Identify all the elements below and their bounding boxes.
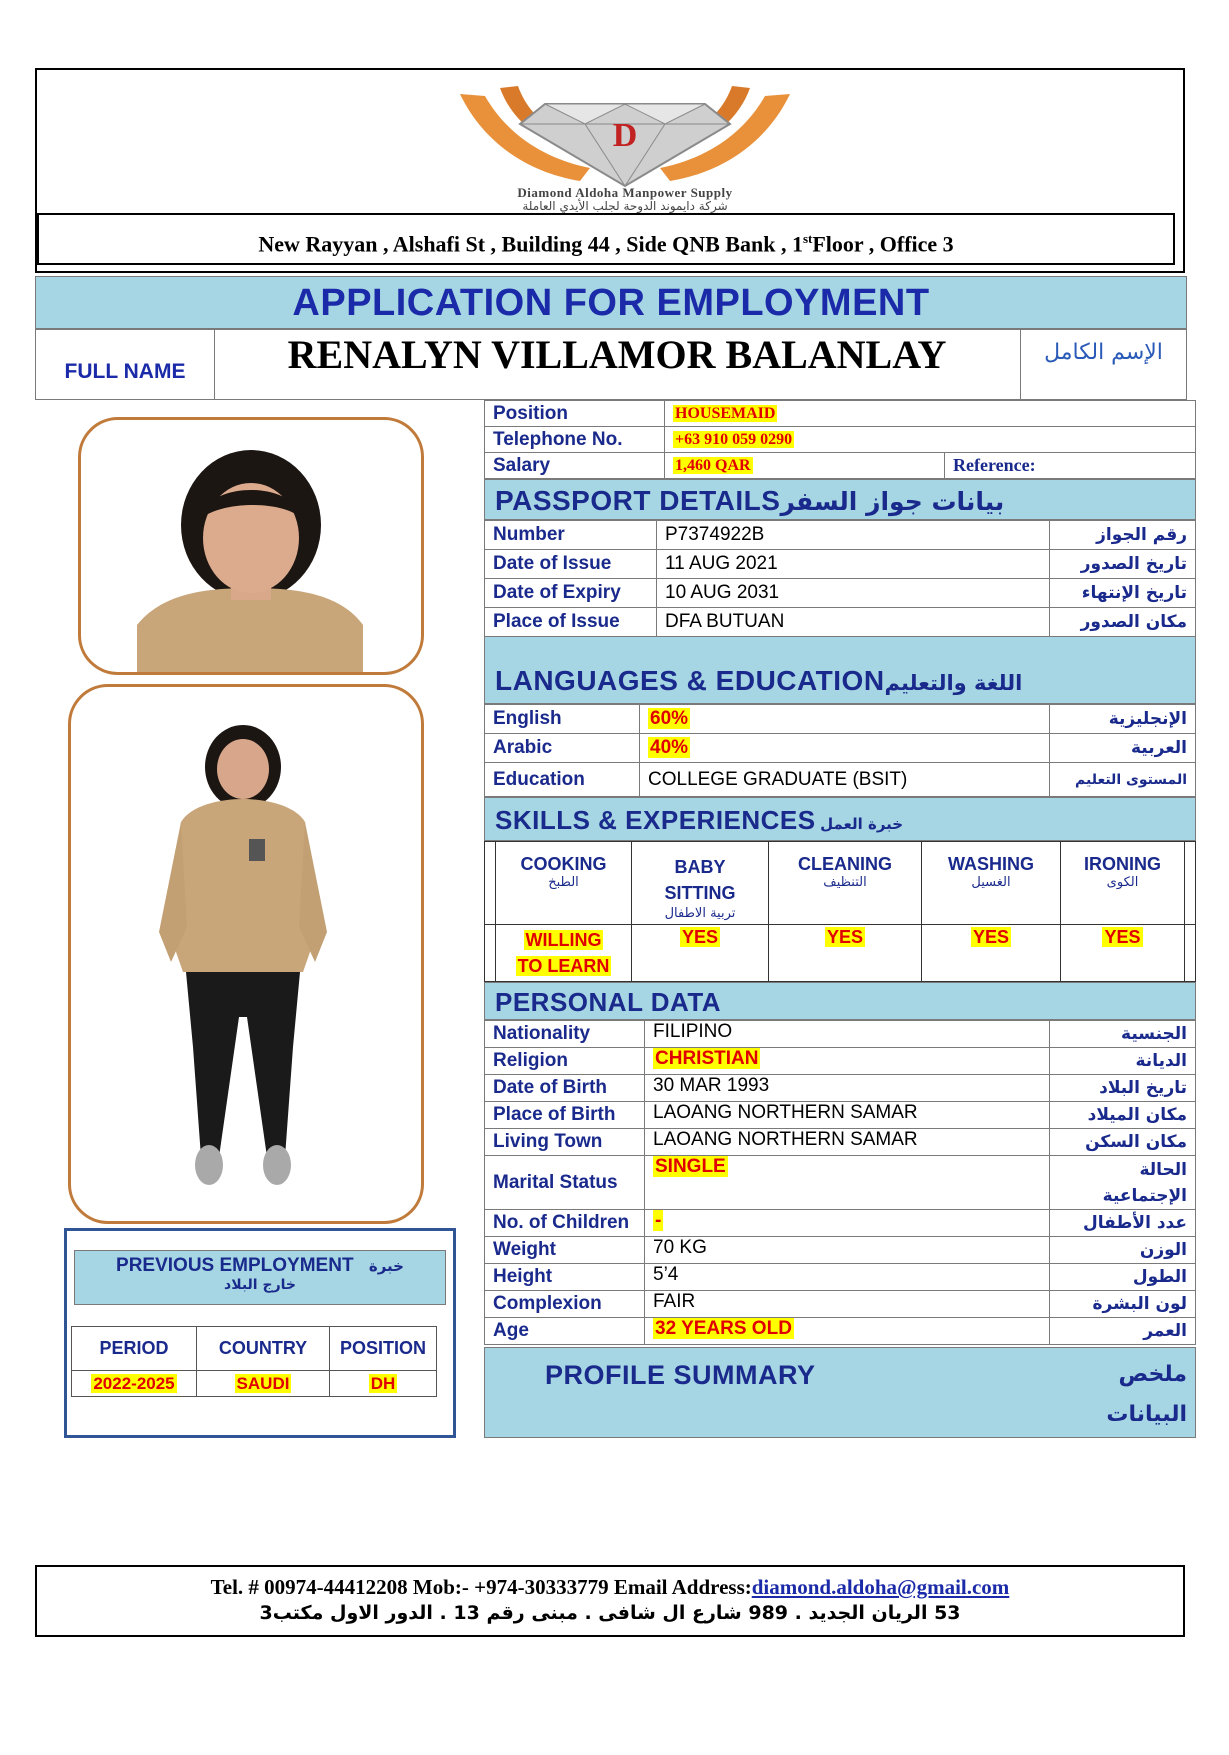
children-label: No. of Children <box>485 1210 645 1237</box>
skills-heading: SKILLS & EXPERIENCES <box>495 805 816 835</box>
table-row <box>72 1371 437 1397</box>
arabic-label: Arabic <box>485 734 640 763</box>
skill-cooking-label: COOKING <box>520 854 607 874</box>
salary-value: 1,460 QAR <box>675 456 751 474</box>
footer-address-ar: 53 الريان الجديد . 989 شارع ال شافى . مبنى رقم 13 . الدور الاول مكتب3 <box>259 1602 961 1624</box>
company-name-ar: شركة دايموند الدوحة لجلب الأيدي العاملة <box>522 199 728 213</box>
skill-washing-header <box>922 842 1061 925</box>
height-label-ar: الطول <box>1050 1264 1196 1291</box>
age-label: Age <box>485 1318 645 1345</box>
full-name-value: RENALYN VILLAMOR BALANLAY <box>287 332 947 377</box>
place-of-issue-label-ar: مكان الصدور <box>1050 608 1196 637</box>
profile-summary-heading-ar-2: البيانات <box>1106 1402 1187 1427</box>
expiry-date-value: 10 AUG 2031 <box>657 579 1050 608</box>
country-column-header: COUNTRY <box>197 1327 330 1371</box>
passport-number-value: P7374922B <box>657 521 1050 550</box>
religion-label-ar: الديانة <box>1050 1048 1196 1075</box>
nationality-label: Nationality <box>485 1021 645 1048</box>
height-label: Height <box>485 1264 645 1291</box>
passport-number-label: Number <box>485 521 657 550</box>
english-value: 60% <box>650 708 689 729</box>
passport-table <box>484 520 1196 637</box>
skill-cooking-value-line2: TO LEARN <box>517 955 610 976</box>
issue-date-label-ar: تاريخ الصدور <box>1050 550 1196 579</box>
children-value: - <box>655 1210 662 1231</box>
age-label-ar: العمر <box>1050 1318 1196 1345</box>
place-of-issue-value: DFA BUTUAN <box>657 608 1050 637</box>
skill-washing-label-ar: الغسيل <box>971 875 1011 890</box>
languages-section-heading <box>484 636 1196 704</box>
country-cell: SAUDI <box>236 1373 290 1393</box>
marital-status-label: Marital Status <box>485 1156 645 1210</box>
passport-heading-ar: بيانات جواز السفر <box>780 487 1005 516</box>
age-value: 32 YEARS OLD <box>655 1318 792 1339</box>
skill-washing-value: YES <box>972 926 1010 947</box>
previous-employment-heading: PREVIOUS EMPLOYMENT <box>116 1255 354 1276</box>
full-body-photo <box>71 687 421 1221</box>
skill-cooking-header <box>496 842 632 925</box>
birth-date-label: Date of Birth <box>485 1075 645 1102</box>
issue-date-value: 11 AUG 2021 <box>657 550 1050 579</box>
address-ordinal: st <box>802 231 813 246</box>
birth-place-value: LAOANG NORTHERN SAMAR <box>645 1102 1050 1129</box>
languages-table <box>484 704 1196 797</box>
passport-section-heading <box>484 479 1196 520</box>
weight-label: Weight <box>485 1237 645 1264</box>
english-label-ar: الإنجليزية <box>1050 705 1196 734</box>
skill-cleaning-label-ar: التنظيف <box>823 875 867 890</box>
place-of-issue-label: Place of Issue <box>485 608 657 637</box>
marital-status-label-ar-line1: الحالة <box>1139 1159 1187 1180</box>
skill-cleaning-value: YES <box>826 926 864 947</box>
skill-washing-label: WASHING <box>947 854 1034 874</box>
full-name-label: FULL NAME <box>64 360 186 383</box>
nationality-value: FILIPINO <box>645 1021 1050 1048</box>
profile-summary-heading: PROFILE SUMMARY <box>545 1360 816 1390</box>
arabic-label-ar: العربية <box>1050 734 1196 763</box>
page-title: APPLICATION FOR EMPLOYMENT <box>292 282 930 324</box>
issue-date-label: Date of Issue <box>485 550 657 579</box>
height-value: 5’4 <box>645 1264 1050 1291</box>
religion-label: Religion <box>485 1048 645 1075</box>
skills-heading-ar: خبرة العمل <box>820 815 904 833</box>
education-value: COLLEGE GRADUATE (BSIT) <box>640 763 1050 797</box>
reference-label: Reference: <box>945 453 1196 479</box>
address-text: New Rayyan , Alshafi St , Building 44 , Side QNB Bank , 1 <box>258 231 803 257</box>
personal-heading: PERSONAL DATA <box>495 987 722 1017</box>
footer-contact: Tel. # 00974-44412208 Mob:- +974-30333779 Email Address: <box>210 1575 752 1599</box>
expiry-date-label: Date of Expiry <box>485 579 657 608</box>
skill-ironing-header <box>1061 842 1185 925</box>
complexion-label: Complexion <box>485 1291 645 1318</box>
skill-babysitting-value: YES <box>681 926 719 947</box>
english-label: English <box>485 705 640 734</box>
profile-summary-section <box>484 1347 1196 1438</box>
birth-date-label-ar: تاريخ البلاد <box>1050 1075 1196 1102</box>
skill-ironing-value: YES <box>1104 926 1141 947</box>
portrait-photo <box>81 420 421 672</box>
previous-employment-heading-ar-2: خارج البلاد <box>224 1277 296 1293</box>
telephone-label: Telephone No. <box>485 427 665 453</box>
birth-place-label: Place of Birth <box>485 1102 645 1129</box>
religion-value: CHRISTIAN <box>655 1048 759 1069</box>
skill-cooking-label-ar: الطبخ <box>548 875 579 890</box>
full-body-photo-frame <box>68 684 424 1224</box>
living-town-label-ar: مكان السكن <box>1050 1129 1196 1156</box>
expiry-date-label-ar: تاريخ الإنتهاء <box>1050 579 1196 608</box>
previous-employment-heading-box <box>74 1250 446 1305</box>
portrait-photo-frame <box>78 417 424 675</box>
address-floor: Floor , Office 3 <box>812 231 954 257</box>
period-cell: 2022-2025 <box>93 1373 175 1393</box>
personal-section-heading <box>484 982 1196 1020</box>
marital-status-value: SINGLE <box>655 1156 726 1177</box>
skills-table <box>484 841 1196 982</box>
address-box <box>37 213 1175 265</box>
skill-babysitting-label: BABY SITTING <box>664 857 736 903</box>
education-label: Education <box>485 763 640 797</box>
weight-value: 70 KG <box>645 1237 1050 1264</box>
skill-cleaning-header <box>769 842 922 925</box>
position-column-header: POSITION <box>330 1327 437 1371</box>
living-town-value: LAOANG NORTHERN SAMAR <box>645 1129 1050 1156</box>
svg-text:D: D <box>612 117 638 154</box>
previous-employment-table <box>71 1326 437 1397</box>
birth-place-label-ar: مكان الميلاد <box>1050 1102 1196 1129</box>
position-value: HOUSEMAID <box>675 404 776 422</box>
passport-number-label-ar: رقم الجواز <box>1050 521 1196 550</box>
salary-label: Salary <box>485 453 665 479</box>
position-label: Position <box>485 401 665 427</box>
skill-cleaning-label: CLEANING <box>798 854 892 874</box>
living-town-label: Living Town <box>485 1129 645 1156</box>
profile-summary-heading-ar-1: ملخص <box>1118 1362 1187 1387</box>
education-label-ar: المستوى التعليم <box>1050 763 1196 797</box>
passport-heading: PASSPORT DETAILS <box>495 485 781 516</box>
telephone-value: +63 910 059 0290 <box>675 430 793 448</box>
skill-babysitting-header <box>632 842 769 925</box>
footer-email-link[interactable]: diamond.aldoha@gmail.com <box>751 1575 1010 1599</box>
birth-date-value: 30 MAR 1993 <box>645 1075 1050 1102</box>
skills-section-heading <box>484 797 1196 841</box>
skill-ironing-label-ar: الكوى <box>1106 875 1139 890</box>
weight-label-ar: الوزن <box>1050 1237 1196 1264</box>
children-label-ar: عدد الأطفال <box>1050 1210 1196 1237</box>
previous-employment-heading-ar-1: خبرة <box>368 1257 404 1275</box>
marital-status-label-ar-line2: الإجتماعية <box>1102 1185 1187 1206</box>
skill-cooking-value-line1: WILLING <box>525 929 602 950</box>
languages-heading: LANGUAGES & EDUCATION <box>495 665 885 696</box>
period-column-header: PERIOD <box>72 1327 197 1371</box>
full-name-label-ar: الإسم الكامل <box>1044 340 1163 365</box>
skill-cooking-value <box>496 924 632 981</box>
personal-table <box>484 1020 1196 1345</box>
company-name-en: Diamond Aldoha Manpower Supply <box>517 185 733 200</box>
complexion-value: FAIR <box>645 1291 1050 1318</box>
skill-ironing-label: IRONING <box>1083 854 1161 874</box>
title-bar <box>35 276 1187 329</box>
skill-babysitting-label-ar: تربية الاطفال <box>664 906 736 921</box>
languages-heading-ar: اللغة والتعليم <box>884 671 1023 695</box>
position-table <box>484 400 1196 479</box>
position-cell: DH <box>370 1373 396 1393</box>
footer-box <box>35 1565 1185 1637</box>
arabic-value: 40% <box>650 737 689 758</box>
marital-status-label-ar <box>1050 1156 1196 1210</box>
nationality-label-ar: الجنسية <box>1050 1021 1196 1048</box>
complexion-label-ar: لون البشرة <box>1050 1291 1196 1318</box>
